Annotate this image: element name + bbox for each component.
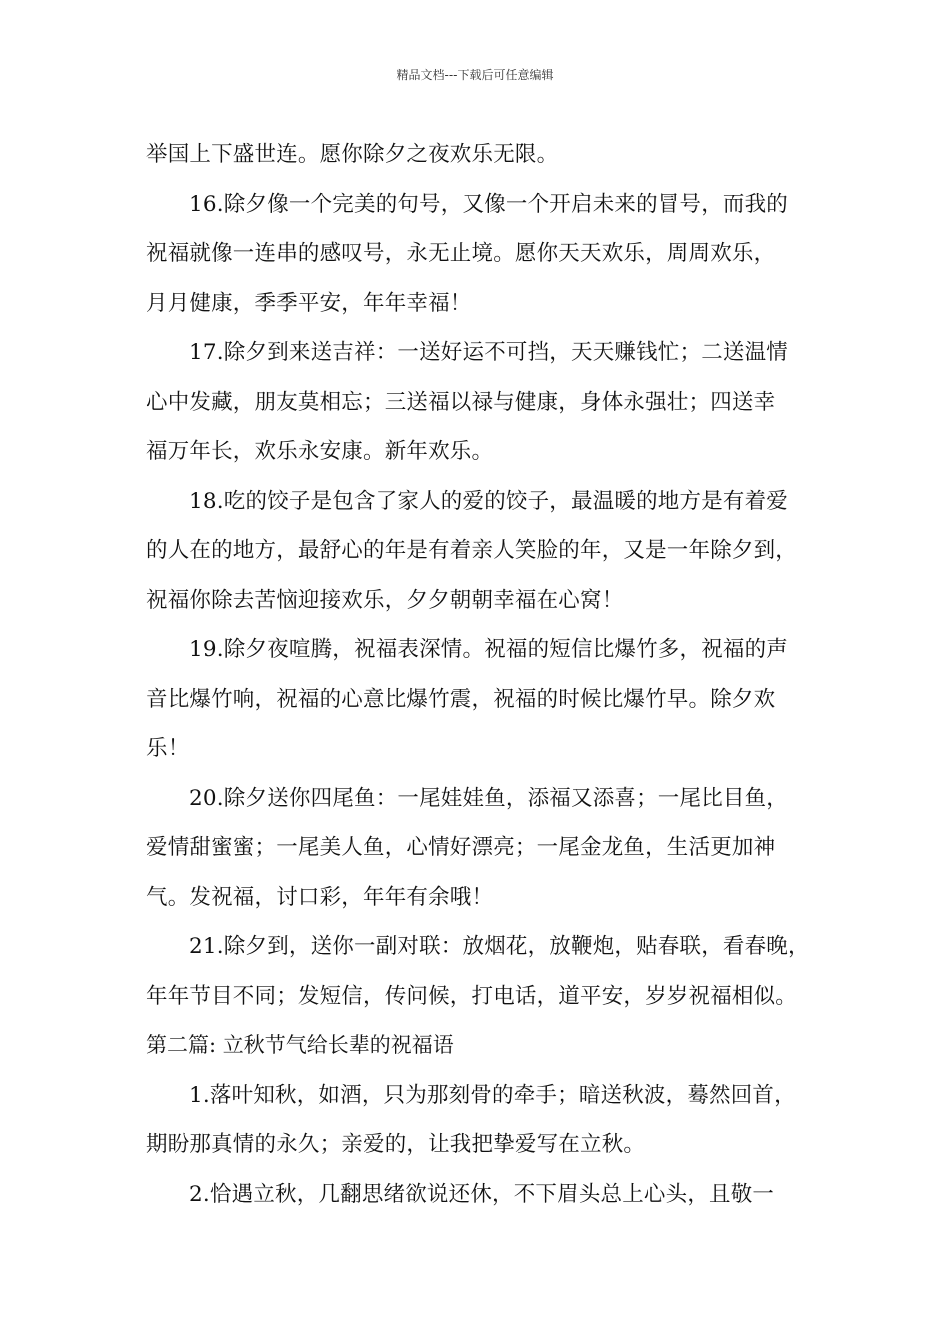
- text-line: 祝福你除去苦恼迎接欢乐，夕夕朝朝幸福在心窝！: [146, 587, 624, 613]
- text-line: 心中发藏，朋友莫相忘；三送福以禄与健康，身体永强壮；四送幸: [146, 389, 776, 415]
- text-line: 举国上下盛世连。愿你除夕之夜欢乐无限。: [146, 142, 559, 167]
- text-line: 音比爆竹响，祝福的心意比爆竹震，祝福的时候比爆竹早。除夕欢: [146, 686, 776, 712]
- text-line: 20.除夕送你四尾鱼：一尾娃娃鱼，添福又添喜；一尾比目鱼，: [189, 785, 788, 811]
- text-line: 21.除夕到，送你一副对联：放烟花，放鞭炮，贴春联，看春晚，: [189, 934, 810, 959]
- text-line: 期盼那真情的永久；亲爱的，让我把挚爱写在立秋。: [146, 1132, 646, 1157]
- text-line: 2.恰遇立秋，几翻思绪欲说还休，不下眉头总上心头，且敬一: [189, 1181, 775, 1207]
- text-line: 16.除夕像一个完美的句号，又像一个开启未来的冒号，而我的: [189, 191, 788, 217]
- text-line: 乐！: [146, 736, 190, 761]
- text-line: 气。发祝福，讨口彩，年年有余哦！: [146, 884, 494, 910]
- text-line: 福万年长，欢乐永安康。新年欢乐。: [146, 439, 494, 464]
- text-line: 18.吃的饺子是包含了家人的爱的饺子，最温暖的地方是有着爱: [189, 488, 788, 514]
- text-line: 的人在的地方，最舒心的年是有着亲人笑脸的年，又是一年除夕到，: [146, 538, 798, 563]
- section-heading: 第二篇: 立秋节气给长辈的祝福语: [146, 1033, 454, 1057]
- text-line: 爱情甜蜜蜜；一尾美人鱼，心情好漂亮；一尾金龙鱼，生活更加神: [146, 835, 776, 860]
- text-line: 19.除夕夜喧腾，祝福表深情。祝福的短信比爆竹多，祝福的声: [189, 637, 788, 662]
- page-header: 精品文档---下载后可任意编辑: [396, 68, 554, 82]
- text-line: 1.落叶知秋，如酒，只为那刻骨的牵手；暗送秋波，蓦然回首，: [189, 1082, 796, 1108]
- text-line: 祝福就像一连串的感叹号，永无止境。愿你天天欢乐，周周欢乐，: [146, 241, 776, 266]
- document-body: [146, 130, 816, 1219]
- text-line: 年年节目不同；发短信，传问候，打电话，道平安，岁岁祝福相似。: [146, 983, 798, 1009]
- text-line: 17.除夕到来送吉祥：一送好运不可挡，天天赚钱忙；二送温情: [189, 340, 788, 365]
- text-line: 月月健康，季季平安，年年幸福！: [146, 290, 472, 316]
